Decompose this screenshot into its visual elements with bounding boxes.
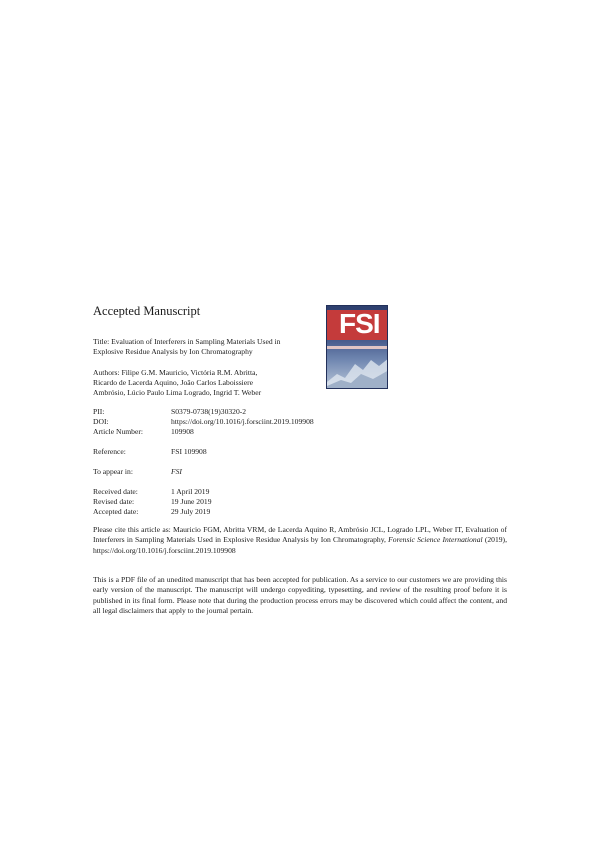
journal-abbreviation: FSI bbox=[171, 467, 182, 476]
citation-journal: Forensic Science International bbox=[388, 535, 483, 545]
citation-doi[interactable]: (2019), https://doi.org/10.1016/j.forsciint.2019.109908 bbox=[93, 535, 507, 555]
cover-mountain-graphic bbox=[327, 352, 388, 389]
article-number-value: 109908 bbox=[171, 427, 194, 436]
received-label: Received date: bbox=[93, 487, 138, 496]
received-value: 1 April 2019 bbox=[171, 487, 210, 496]
appear-label: To appear in: bbox=[93, 467, 133, 476]
journal-cover-image bbox=[326, 305, 388, 389]
page-heading: Accepted Manuscript bbox=[93, 304, 201, 318]
manuscript-title bbox=[93, 337, 318, 357]
revised-label: Revised date: bbox=[93, 497, 135, 506]
authors-line: Authors: Filipe G.M. Mauricio, Victória R.M. Abritta, bbox=[93, 368, 258, 377]
title-line: Title: Evaluation of Interferers in Sampling Materials Used in bbox=[93, 337, 281, 346]
cover-logo-text: FSI bbox=[339, 308, 380, 339]
authors-line: Ricardo de Lacerda Aquino, João Carlos Laboissiere bbox=[93, 378, 254, 388]
pii-label: PII: bbox=[93, 407, 105, 416]
authors-line: Ambrósio, Lúcio Paulo Lima Logrado, Ingrid T. Weber bbox=[93, 388, 262, 398]
article-number-label: Article Number: bbox=[93, 427, 143, 436]
doi-label: DOI: bbox=[93, 417, 109, 426]
citation-text: Please cite this article as: Mauricio FGM, Abritta VRM, de Lacerda Aquino R, Ambrósio JCL, Logrado LPL, Weber IT, Evaluation of Interferers in Sampling Materials Used in Explosive Residue Analysis by Ion Chromatography, bbox=[93, 525, 507, 545]
reference-value: FSI 109908 bbox=[171, 447, 207, 456]
disclaimer-paragraph: This is a PDF file of an unedited manuscript that has been accepted for publication. As a service to our customers we are providing this early version of the manuscript. The manuscript will undergo copyediting, typesetting, and review of the resulting proof before it is published in its final form. Please note that during the production process errors may be discovered which could affect the content, and all legal disclaimers that apply to the journal pertain. bbox=[93, 575, 507, 615]
citation-paragraph bbox=[93, 525, 507, 556]
title-line: Explosive Residue Analysis by Ion Chromatography bbox=[93, 347, 253, 357]
revised-value: 19 June 2019 bbox=[171, 497, 212, 506]
cover-stripe bbox=[327, 346, 388, 349]
pii-value: S0379-0738(19)30320-2 bbox=[171, 407, 247, 416]
accepted-label: Accepted date: bbox=[93, 507, 139, 516]
accepted-value: 29 July 2019 bbox=[171, 507, 211, 516]
doi-value[interactable]: https://doi.org/10.1016/j.forsciint.2019.109908 bbox=[171, 417, 314, 426]
manuscript-authors bbox=[93, 368, 318, 399]
reference-label: Reference: bbox=[93, 447, 126, 456]
